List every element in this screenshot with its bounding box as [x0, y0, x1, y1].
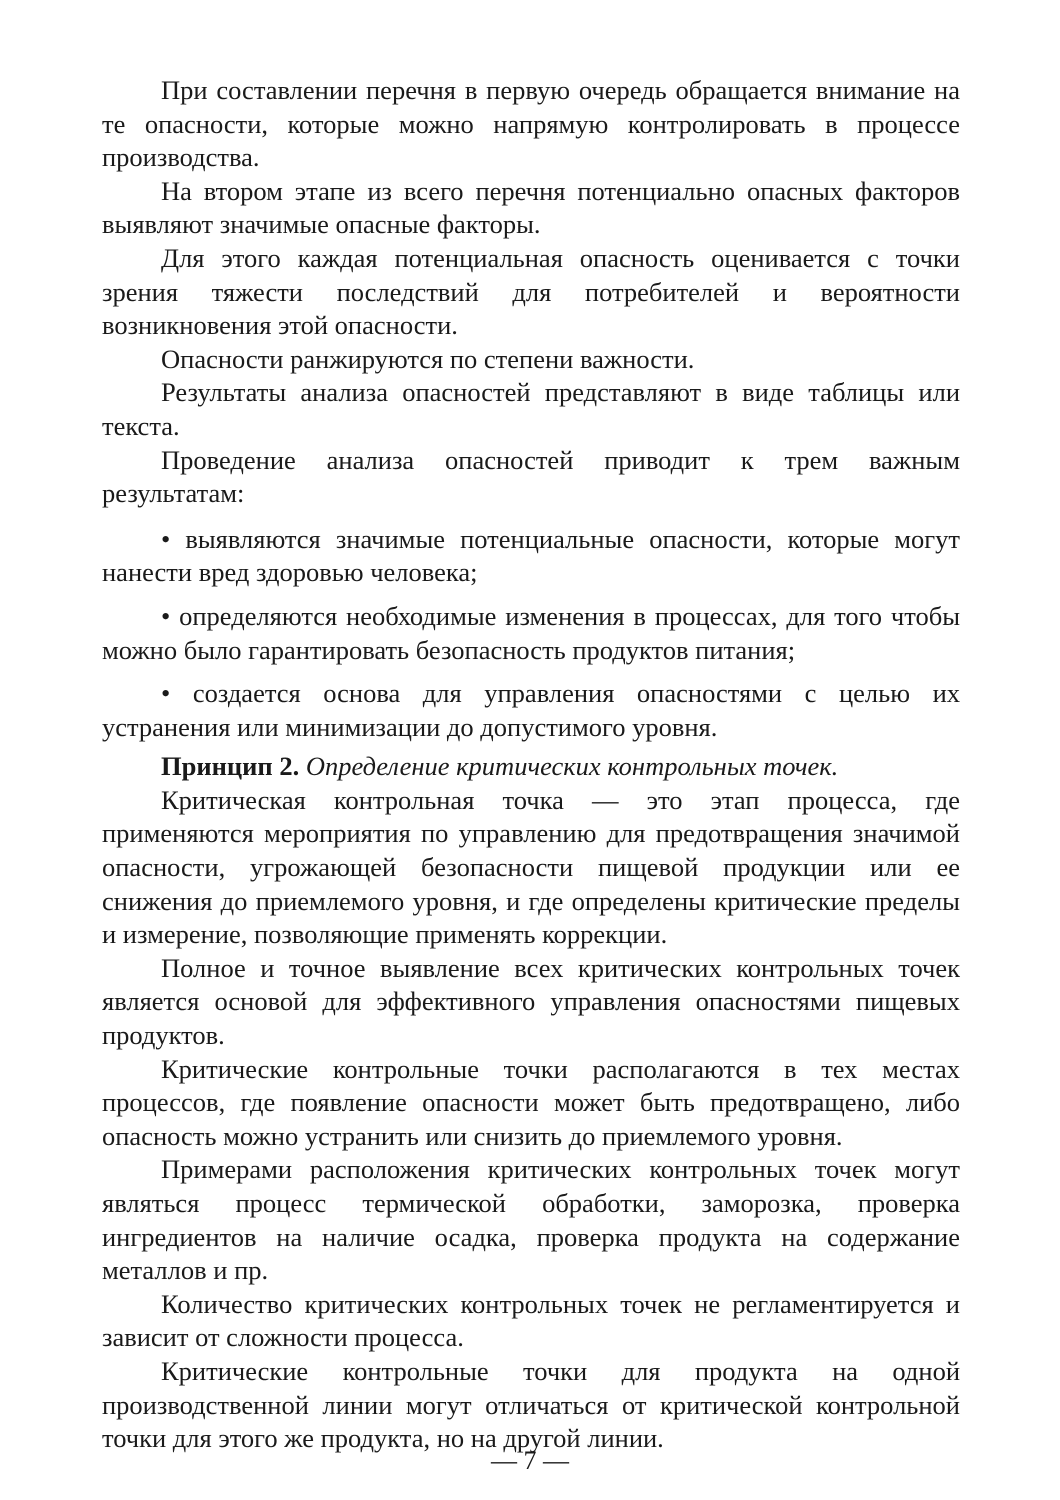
paragraph: На втором этапе из всего перечня потенциально опасных факторов выявляют значимые опасные факторы.	[102, 175, 960, 240]
bullet-item: • выявляются значимые потенциальные опасности, которые могут нанести вред здоровью человека;	[102, 523, 960, 588]
paragraph: Критические контрольные точки для продукта на одной производственной линии могут отличаться от критической контрольной точки для этого же продукта, но на другой линии.	[102, 1355, 960, 1454]
bullet-item: • создается основа для управления опасностями с целью их устранения или минимизации до допустимого уровня.	[102, 678, 960, 742]
paragraph: Результаты анализа опасностей представляют в виде таблицы или текста.	[102, 377, 960, 441]
page-number: — 7 —	[491, 1446, 569, 1475]
paragraph: При составлении перечня в первую очередь обращается внимание на те опасности, которые можно напрямую контролировать в процессе производства.	[102, 75, 960, 173]
principle-title: Определение критических контрольных точек.	[305, 751, 839, 782]
paragraph: Критические контрольные точки располагаются в тех местах процессов, где появление опасности может быть предотвращено, либо опасность можно устранить или снизить до приемлемого уровня.	[102, 1053, 960, 1151]
principle-heading	[102, 750, 960, 784]
paragraph: Проведение анализа опасностей приводит к трем важным результатам:	[102, 444, 960, 509]
paragraph: Полное и точное выявление всех критических контрольных точек является основой для эффективного управления опасностями пищевых продуктов.	[102, 952, 960, 1051]
bullet-item: • определяются необходимые изменения в процессах, для того чтобы можно было гарантировать безопасность продуктов питания;	[102, 600, 960, 665]
paragraph: Критическая контрольная точка — это этап процесса, где применяются мероприятия по управлению для предотвращения значимой опасности, угрожающей безопасности пищевой продукции или ее снижения до приемлемого уровня, и где определены критические пределы и измерение, позволяющие применять коррекции.	[102, 784, 960, 950]
paragraph: Примерами расположения критических контрольных точек могут являться процесс термической обработки, заморозка, проверка ингредиентов на наличие осадка, проверка продукта на содержание металлов и пр.	[102, 1154, 960, 1286]
principle-label: Принцип 2.	[161, 751, 300, 782]
paragraph: Опасности ранжируются по степени важности.	[161, 343, 695, 374]
paragraph: Количество критических контрольных точек не регламентируется и зависит от сложности процесса.	[102, 1288, 960, 1353]
paragraph: Для этого каждая потенциальная опасность оценивается с точки зрения тяжести последствий для потребителей и вероятности возникновения этой опасности.	[102, 242, 960, 341]
